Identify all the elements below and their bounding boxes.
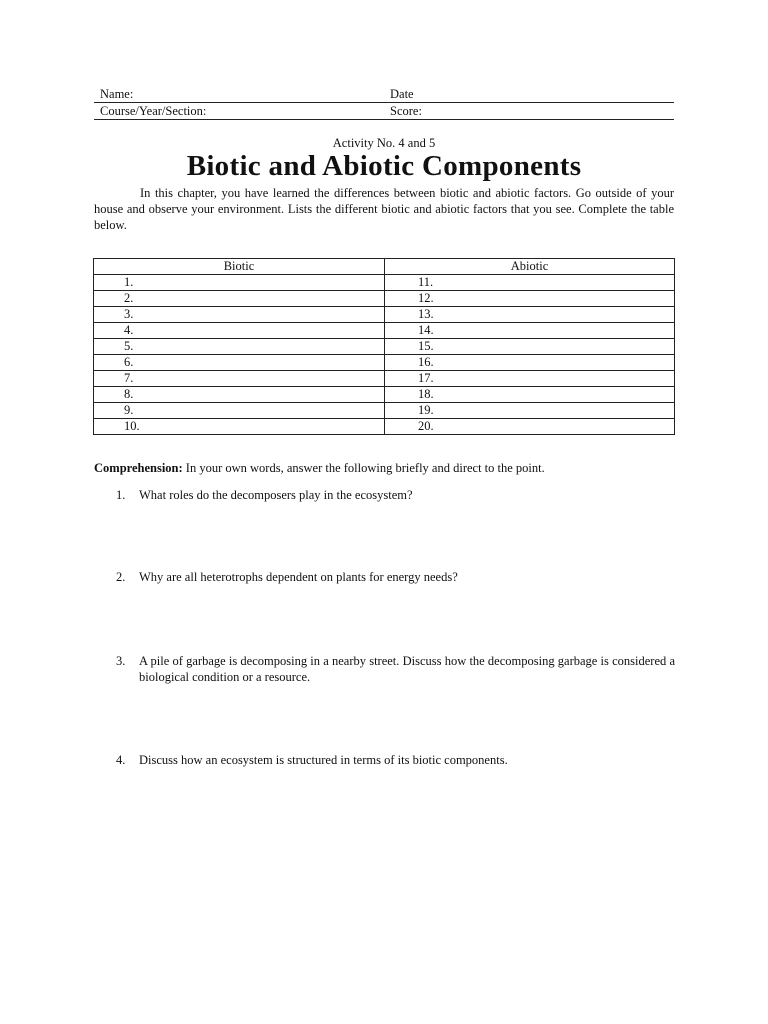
table-row xyxy=(94,403,675,419)
question-text: A pile of garbage is decomposing in a nearby street. Discuss how the decomposing garbage is considered a biological condition or a resource. xyxy=(139,654,675,684)
info-row-course-score xyxy=(94,103,674,120)
page-title: Biotic and Abiotic Components xyxy=(186,150,582,182)
biotic-cell[interactable]: 2. xyxy=(94,291,385,307)
question-number: 3. xyxy=(116,654,126,668)
table-row xyxy=(94,275,675,291)
question-text: What roles do the decomposers play in the ecosystem? xyxy=(139,488,413,502)
question-number: 2. xyxy=(116,570,126,584)
biotic-cell[interactable]: 7. xyxy=(94,371,385,387)
biotic-cell[interactable]: 4. xyxy=(94,323,385,339)
date-label: Date xyxy=(390,87,414,101)
table-header-row xyxy=(94,259,675,275)
biotic-cell[interactable]: 3. xyxy=(94,307,385,323)
table-row xyxy=(94,419,675,435)
biotic-cell[interactable]: 6. xyxy=(94,355,385,371)
table-row xyxy=(94,291,675,307)
abiotic-cell[interactable]: 19. xyxy=(385,403,675,419)
factors-table-wrapper xyxy=(93,258,675,435)
table-row xyxy=(94,307,675,323)
abiotic-cell[interactable]: 12. xyxy=(385,291,675,307)
biotic-cell[interactable]: 8. xyxy=(94,387,385,403)
factors-table xyxy=(93,258,675,435)
abiotic-cell[interactable]: 18. xyxy=(385,387,675,403)
question-number: 1. xyxy=(116,488,126,502)
table-row xyxy=(94,339,675,355)
activity-number: Activity No. 4 and 5 xyxy=(332,136,436,150)
question-number: 4. xyxy=(116,753,126,767)
table-row xyxy=(94,371,675,387)
intro-paragraph: In this chapter, you have learned the differences between biotic and abiotic factors. Go outside of your house and observe your environment. Lists the different biotic and abiotic factors that you see. Complete the table below. xyxy=(94,186,674,232)
abiotic-header: Abiotic xyxy=(385,259,675,275)
score-label: Score: xyxy=(390,104,422,118)
info-row-name-date xyxy=(94,86,674,103)
comprehension-instruction xyxy=(94,460,674,476)
table-row xyxy=(94,323,675,339)
abiotic-cell[interactable]: 16. xyxy=(385,355,675,371)
table-row xyxy=(94,387,675,403)
student-info-block xyxy=(94,86,674,120)
biotic-cell[interactable]: 1. xyxy=(94,275,385,291)
comprehension-label: Comprehension: xyxy=(94,461,183,475)
abiotic-cell[interactable]: 13. xyxy=(385,307,675,323)
biotic-cell[interactable]: 9. xyxy=(94,403,385,419)
comprehension-text: In your own words, answer the following briefly and direct to the point. xyxy=(185,461,545,475)
abiotic-cell[interactable]: 14. xyxy=(385,323,675,339)
table-row xyxy=(94,355,675,371)
biotic-header: Biotic xyxy=(94,259,385,275)
course-label: Course/Year/Section: xyxy=(100,104,207,118)
question-text: Discuss how an ecosystem is structured in terms of its biotic components. xyxy=(139,753,508,767)
name-label: Name: xyxy=(100,87,134,101)
abiotic-cell[interactable]: 15. xyxy=(385,339,675,355)
biotic-cell[interactable]: 5. xyxy=(94,339,385,355)
question-text: Why are all heterotrophs dependent on plants for energy needs? xyxy=(139,570,458,584)
abiotic-cell[interactable]: 17. xyxy=(385,371,675,387)
abiotic-cell[interactable]: 11. xyxy=(385,275,675,291)
biotic-cell[interactable]: 10. xyxy=(94,419,385,435)
abiotic-cell[interactable]: 20. xyxy=(385,419,675,435)
